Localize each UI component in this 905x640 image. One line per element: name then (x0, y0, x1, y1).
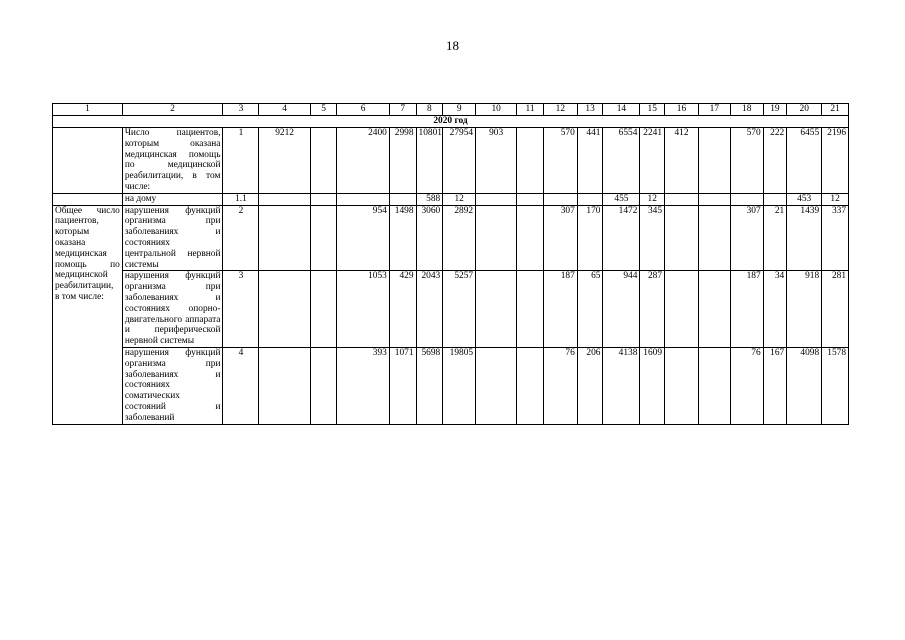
empty-cell (53, 193, 123, 205)
column-number: 20 (787, 104, 822, 116)
column-number: 18 (730, 104, 763, 116)
row-label: нарушения функций организма при заболеваниях и состояниях соматических состояний и заболеваний (122, 347, 223, 424)
table-cell: 2043 (416, 271, 443, 348)
table-cell (698, 128, 730, 194)
table-cell: 1609 (640, 347, 665, 424)
column-number: 1 (53, 104, 123, 116)
column-number: 19 (763, 104, 787, 116)
table-cell: 206 (577, 347, 603, 424)
table-cell (476, 347, 517, 424)
row-code: 1 (223, 128, 259, 194)
table-cell: 1498 (389, 205, 416, 271)
table-cell: 5698 (416, 347, 443, 424)
table-cell: 222 (763, 128, 787, 194)
column-number: 7 (389, 104, 416, 116)
table-cell: 918 (787, 271, 822, 348)
table-cell: 281 (822, 271, 849, 348)
column-number: 6 (337, 104, 389, 116)
table-cell: 1071 (389, 347, 416, 424)
table-cell (259, 193, 310, 205)
table-cell: 27954 (443, 128, 476, 194)
table-cell (517, 193, 544, 205)
table-cell: 1439 (787, 205, 822, 271)
table-cell: 12 (822, 193, 849, 205)
column-number: 2 (122, 104, 223, 116)
table-cell: 1053 (337, 271, 389, 348)
row-code: 3 (223, 271, 259, 348)
table-cell (517, 205, 544, 271)
table-cell: 4138 (603, 347, 640, 424)
table-cell (310, 128, 337, 194)
table-cell: 570 (730, 128, 763, 194)
table-cell (310, 347, 337, 424)
table-cell: 393 (337, 347, 389, 424)
year-row (53, 116, 849, 128)
table-cell (259, 271, 310, 348)
table-cell: 903 (476, 128, 517, 194)
table-cell: 76 (730, 347, 763, 424)
column-number: 5 (310, 104, 337, 116)
table-cell (517, 271, 544, 348)
table-cell (517, 128, 544, 194)
table-cell: 441 (577, 128, 603, 194)
table-cell: 2196 (822, 128, 849, 194)
column-number: 11 (517, 104, 544, 116)
table-cell: 412 (665, 128, 699, 194)
column-numbers-row (53, 104, 849, 116)
table-row (53, 193, 849, 205)
table-cell: 944 (603, 271, 640, 348)
table-cell (698, 205, 730, 271)
empty-cell (53, 128, 123, 194)
table-cell (259, 347, 310, 424)
table-cell: 2998 (389, 128, 416, 194)
table-cell (517, 347, 544, 424)
column-number: 8 (416, 104, 443, 116)
column-number: 4 (259, 104, 310, 116)
table-cell: 187 (730, 271, 763, 348)
row-label: на дому (122, 193, 223, 205)
table-cell: 4098 (787, 347, 822, 424)
column-number: 15 (640, 104, 665, 116)
table-cell (577, 193, 603, 205)
table-cell (698, 271, 730, 348)
table-cell: 3060 (416, 205, 443, 271)
table-cell: 6455 (787, 128, 822, 194)
table-cell: 21 (763, 205, 787, 271)
table-cell: 307 (543, 205, 577, 271)
table-cell: 2241 (640, 128, 665, 194)
page-number: 18 (446, 38, 459, 53)
table-cell: 455 (603, 193, 640, 205)
table-cell (665, 193, 699, 205)
table-cell: 453 (787, 193, 822, 205)
table-cell (389, 193, 416, 205)
table-cell: 76 (543, 347, 577, 424)
table-cell: 10801 (416, 128, 443, 194)
table-row (53, 128, 849, 194)
table-cell (310, 193, 337, 205)
column-number: 14 (603, 104, 640, 116)
table-cell: 2892 (443, 205, 476, 271)
table-cell (763, 193, 787, 205)
table-cell: 9212 (259, 128, 310, 194)
column-number: 9 (443, 104, 476, 116)
table-row (53, 271, 849, 348)
table-cell: 1472 (603, 205, 640, 271)
table-cell: 588 (416, 193, 443, 205)
column-number: 17 (698, 104, 730, 116)
table-cell (698, 193, 730, 205)
table-cell (337, 193, 389, 205)
row-label: Число пациентов, которым оказана медицинская помощь по медицинской реабилитации, в том числе: (122, 128, 223, 194)
table-cell (698, 347, 730, 424)
year-label: 2020 год (53, 116, 849, 128)
table-cell: 167 (763, 347, 787, 424)
table-cell: 345 (640, 205, 665, 271)
table-cell: 12 (640, 193, 665, 205)
table-cell: 1578 (822, 347, 849, 424)
table-row (53, 347, 849, 424)
table-cell: 34 (763, 271, 787, 348)
table-cell (665, 271, 699, 348)
table-cell: 429 (389, 271, 416, 348)
row-label: нарушения функций организма при заболеваниях и состояниях опорно-двигательного аппарата и периферической нервной системы (122, 271, 223, 348)
row-code: 1.1 (223, 193, 259, 205)
table-cell: 12 (443, 193, 476, 205)
table-cell (665, 347, 699, 424)
table-cell (730, 193, 763, 205)
table-cell: 5257 (443, 271, 476, 348)
group-label: Общее число пациентов, которым оказана медицинская помощь по медицинской реабилитации, в том числе: (53, 205, 123, 424)
table-cell: 65 (577, 271, 603, 348)
row-code: 4 (223, 347, 259, 424)
column-number: 16 (665, 104, 699, 116)
column-number: 13 (577, 104, 603, 116)
table-cell (259, 205, 310, 271)
table-cell: 287 (640, 271, 665, 348)
column-number: 10 (476, 104, 517, 116)
row-code: 2 (223, 205, 259, 271)
table-cell: 954 (337, 205, 389, 271)
table-cell (543, 193, 577, 205)
table-cell: 307 (730, 205, 763, 271)
table-cell (476, 193, 517, 205)
column-number: 3 (223, 104, 259, 116)
table-cell: 2400 (337, 128, 389, 194)
table-cell (310, 205, 337, 271)
data-table (52, 103, 849, 425)
table-cell: 170 (577, 205, 603, 271)
table-cell: 6554 (603, 128, 640, 194)
column-number: 12 (543, 104, 577, 116)
table-cell (310, 271, 337, 348)
table-cell: 187 (543, 271, 577, 348)
table-cell: 19805 (443, 347, 476, 424)
table-cell (476, 271, 517, 348)
column-number: 21 (822, 104, 849, 116)
table-cell (665, 205, 699, 271)
row-label: нарушения функций организма при заболеваниях и состояниях центральной нервной системы (122, 205, 223, 271)
table-cell (476, 205, 517, 271)
table-cell: 570 (543, 128, 577, 194)
table-cell: 337 (822, 205, 849, 271)
table-row (53, 205, 849, 271)
